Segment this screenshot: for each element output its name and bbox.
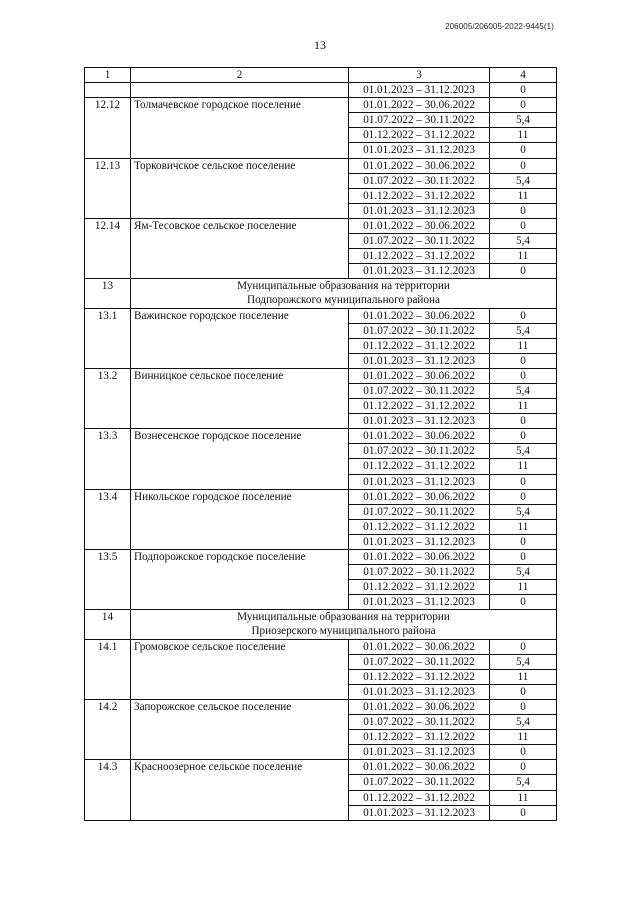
- rate-value-cell: 0: [490, 534, 557, 549]
- rate-value-cell: 11: [490, 730, 557, 745]
- period-cell: 01.01.2022 – 30.06.2022: [349, 639, 490, 654]
- table-row: [85, 699, 557, 714]
- period-cell: 01.01.2022 – 30.06.2022: [349, 308, 490, 323]
- rate-value-cell: 5,4: [490, 715, 557, 730]
- table-row: [85, 158, 557, 173]
- period-cell: 01.01.2022 – 30.06.2022: [349, 368, 490, 383]
- period-cell: 01.01.2023 – 31.12.2023: [349, 474, 490, 489]
- row-number: 12.13: [85, 158, 131, 218]
- header-col-4: 4: [490, 68, 557, 83]
- period-cell: 01.01.2022 – 30.06.2022: [349, 218, 490, 233]
- period-cell: 01.07.2022 – 30.11.2022: [349, 113, 490, 128]
- municipality-name: [131, 83, 349, 98]
- row-number: 13.4: [85, 489, 131, 549]
- rate-value-cell: 0: [490, 368, 557, 383]
- municipality-name: Важинское городское поселение: [131, 308, 349, 368]
- rate-value-cell: 0: [490, 98, 557, 113]
- period-cell: 01.01.2022 – 30.06.2022: [349, 760, 490, 775]
- rate-value-cell: 0: [490, 595, 557, 610]
- period-cell: 01.01.2023 – 31.12.2023: [349, 595, 490, 610]
- period-cell: 01.12.2022 – 31.12.2022: [349, 338, 490, 353]
- rate-value-cell: 11: [490, 790, 557, 805]
- municipality-name: Никольское городское поселение: [131, 489, 349, 549]
- row-number: 13.5: [85, 550, 131, 610]
- rate-value-cell: 11: [490, 338, 557, 353]
- rate-value-cell: 5,4: [490, 323, 557, 338]
- municipality-name: Громовское сельское поселение: [131, 639, 349, 699]
- row-number: 12.14: [85, 218, 131, 278]
- rate-value-cell: 0: [490, 203, 557, 218]
- rate-value-cell: 5,4: [490, 654, 557, 669]
- municipality-name: Винницкое сельское поселение: [131, 368, 349, 428]
- period-cell: 01.12.2022 – 31.12.2022: [349, 188, 490, 203]
- period-cell: 01.01.2022 – 30.06.2022: [349, 550, 490, 565]
- period-cell: 01.01.2023 – 31.12.2023: [349, 745, 490, 760]
- row-number: 14.2: [85, 699, 131, 759]
- row-number: 14.1: [85, 639, 131, 699]
- period-cell: 01.07.2022 – 30.11.2022: [349, 775, 490, 790]
- table-row: [85, 218, 557, 233]
- group-number: 13: [85, 279, 131, 308]
- rate-value-cell: 11: [490, 669, 557, 684]
- rate-value-cell: 5,4: [490, 113, 557, 128]
- rate-value-cell: 0: [490, 308, 557, 323]
- rates-table-body: [85, 68, 557, 821]
- group-header-row: [85, 610, 557, 625]
- rate-value-cell: 11: [490, 459, 557, 474]
- period-cell: 01.01.2023 – 31.12.2023: [349, 143, 490, 158]
- period-cell: 01.12.2022 – 31.12.2022: [349, 399, 490, 414]
- rate-value-cell: 0: [490, 639, 557, 654]
- group-title-line-2: Приозерского муниципального района: [131, 624, 557, 639]
- header-col-3: 3: [349, 68, 490, 83]
- period-cell: 01.12.2022 – 31.12.2022: [349, 459, 490, 474]
- rate-value-cell: 0: [490, 83, 557, 98]
- rate-value-cell: 0: [490, 745, 557, 760]
- period-cell: 01.01.2022 – 30.06.2022: [349, 98, 490, 113]
- row-number: 13.3: [85, 429, 131, 489]
- period-cell: 01.01.2023 – 31.12.2023: [349, 684, 490, 699]
- group-header-row-continued: [85, 624, 557, 639]
- continuation-row: [85, 83, 557, 98]
- period-cell: 01.12.2022 – 31.12.2022: [349, 669, 490, 684]
- rates-table: [84, 67, 557, 821]
- period-cell: 01.07.2022 – 30.11.2022: [349, 654, 490, 669]
- period-cell: 01.01.2022 – 30.06.2022: [349, 489, 490, 504]
- row-number: 13.1: [85, 308, 131, 368]
- period-cell: 01.07.2022 – 30.11.2022: [349, 323, 490, 338]
- row-number: 14.3: [85, 760, 131, 820]
- period-cell: 01.07.2022 – 30.11.2022: [349, 383, 490, 398]
- municipality-name: Вознесенское городское поселение: [131, 429, 349, 489]
- group-number: 14: [85, 610, 131, 639]
- period-cell: 01.01.2023 – 31.12.2023: [349, 353, 490, 368]
- table-row: [85, 760, 557, 775]
- header-col-1: 1: [85, 68, 131, 83]
- period-cell: 01.01.2022 – 30.06.2022: [349, 429, 490, 444]
- rate-value-cell: 0: [490, 218, 557, 233]
- municipality-name: Толмачевское городское поселение: [131, 98, 349, 158]
- table-row: [85, 550, 557, 565]
- period-cell: 01.01.2023 – 31.12.2023: [349, 264, 490, 279]
- period-cell: 01.12.2022 – 31.12.2022: [349, 519, 490, 534]
- rate-value-cell: 0: [490, 684, 557, 699]
- row-number: 13.2: [85, 368, 131, 428]
- period-cell: 01.01.2023 – 31.12.2023: [349, 414, 490, 429]
- period-cell: 01.01.2023 – 31.12.2023: [349, 534, 490, 549]
- rate-value-cell: 5,4: [490, 504, 557, 519]
- group-header-row: [85, 279, 557, 294]
- period-cell: 01.07.2022 – 30.11.2022: [349, 234, 490, 249]
- rate-value-cell: 11: [490, 128, 557, 143]
- rate-value-cell: 5,4: [490, 173, 557, 188]
- rate-value-cell: 5,4: [490, 234, 557, 249]
- rate-value-cell: 11: [490, 399, 557, 414]
- rate-value-cell: 0: [490, 474, 557, 489]
- period-cell: 01.12.2022 – 31.12.2022: [349, 249, 490, 264]
- page-number: 13: [314, 38, 326, 52]
- period-cell: 01.12.2022 – 31.12.2022: [349, 580, 490, 595]
- municipality-name: Ям-Тесовское сельское поселение: [131, 218, 349, 278]
- row-number: [85, 83, 131, 98]
- rate-value-cell: 0: [490, 264, 557, 279]
- period-cell: 01.12.2022 – 31.12.2022: [349, 790, 490, 805]
- group-title-line-1: Муниципальные образования на территории: [131, 279, 557, 294]
- rate-value-cell: 0: [490, 805, 557, 820]
- rate-value-cell: 0: [490, 414, 557, 429]
- period-cell: 01.07.2022 – 30.11.2022: [349, 504, 490, 519]
- group-title-line-1: Муниципальные образования на территории: [131, 610, 557, 625]
- period-cell: 01.07.2022 – 30.11.2022: [349, 444, 490, 459]
- group-header-row-continued: [85, 293, 557, 308]
- period-cell: 01.01.2022 – 30.06.2022: [349, 699, 490, 714]
- document-id: 206005/206005-2022-9445(1): [445, 22, 554, 31]
- rate-value-cell: 11: [490, 580, 557, 595]
- rate-value-cell: 11: [490, 249, 557, 264]
- rate-value-cell: 5,4: [490, 444, 557, 459]
- rate-value-cell: 0: [490, 429, 557, 444]
- period-cell: 01.07.2022 – 30.11.2022: [349, 565, 490, 580]
- header-col-2: 2: [131, 68, 349, 83]
- period-cell: 01.01.2023 – 31.12.2023: [349, 83, 490, 98]
- period-cell: 01.01.2022 – 30.06.2022: [349, 158, 490, 173]
- period-cell: 01.12.2022 – 31.12.2022: [349, 128, 490, 143]
- period-cell: 01.12.2022 – 31.12.2022: [349, 730, 490, 745]
- rate-value-cell: 0: [490, 143, 557, 158]
- rate-value-cell: 0: [490, 550, 557, 565]
- rate-value-cell: 5,4: [490, 565, 557, 580]
- table-header-row: [85, 68, 557, 83]
- municipality-name: Красноозерное сельское поселение: [131, 760, 349, 820]
- municipality-name: Подпорожское городское поселение: [131, 550, 349, 610]
- rate-value-cell: 5,4: [490, 383, 557, 398]
- table-row: [85, 368, 557, 383]
- period-cell: 01.07.2022 – 30.11.2022: [349, 173, 490, 188]
- rate-value-cell: 11: [490, 188, 557, 203]
- period-cell: 01.07.2022 – 30.11.2022: [349, 715, 490, 730]
- table-row: [85, 429, 557, 444]
- table-row: [85, 639, 557, 654]
- rate-value-cell: 0: [490, 699, 557, 714]
- rate-value-cell: 5,4: [490, 775, 557, 790]
- group-title-line-2: Подпорожского муниципального района: [131, 293, 557, 308]
- rate-value-cell: 0: [490, 158, 557, 173]
- municipality-name: Торковичское сельское поселение: [131, 158, 349, 218]
- period-cell: 01.01.2023 – 31.12.2023: [349, 203, 490, 218]
- rate-value-cell: 0: [490, 353, 557, 368]
- table-row: [85, 489, 557, 504]
- period-cell: 01.01.2023 – 31.12.2023: [349, 805, 490, 820]
- row-number: 12.12: [85, 98, 131, 158]
- table-row: [85, 98, 557, 113]
- rate-value-cell: 0: [490, 760, 557, 775]
- municipality-name: Запорожское сельское поселение: [131, 699, 349, 759]
- table-row: [85, 308, 557, 323]
- rate-value-cell: 0: [490, 489, 557, 504]
- rate-value-cell: 11: [490, 519, 557, 534]
